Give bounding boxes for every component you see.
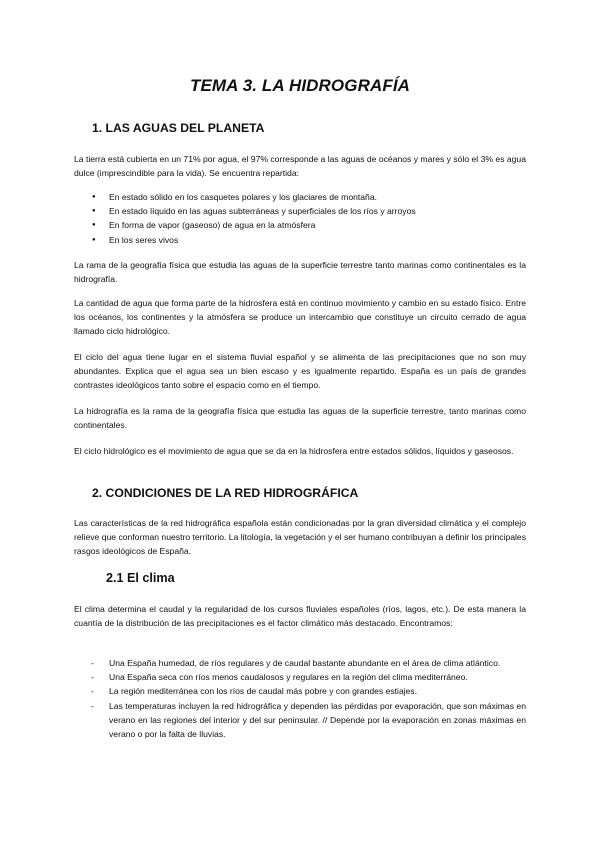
list-item: ● En estado sólido en los casquetes polares y los glaciares de montaña.: [74, 190, 526, 204]
page-title: TEMA 3. LA HIDROGRAFÍA: [189, 76, 411, 95]
list-item: ● En estado líquido en las aguas subterráneas y superficiales de los ríos y arroyos: [74, 204, 526, 218]
section-heading-condiciones: 2. CONDICIONES DE LA RED HIDROGRÁFICA: [92, 486, 359, 500]
list-item: - Una España humedad, de ríos regulares y de caudal bastante abundante en el área de clima atlántico.: [74, 656, 526, 670]
list-item: ● En los seres vivos: [74, 233, 526, 247]
dash-list: [74, 656, 526, 741]
paragraph-intro: La tierra está cubierta en un 71% por agua, el 97% corresponde a las aguas de océanos y mares y sólo el 3% es agua dulce (imprescindible para la vida). Se encuentra repartida:: [74, 154, 526, 179]
paragraph: El clima determina el caudal y la regularidad de los cursos fluviales españoles (ríos, lagos, etc.). De esta manera la cuantía de la distribución de las precipitaciones es el factor climático más destacado. Encontramos:: [74, 604, 526, 629]
paragraph: Las características de la red hidrográfica española están condicionadas por la gran diversidad climática y el complejo relieve que conforman nuestro territorio. La litología, la vegetación y el ser humano contribuyan a definir los principales rasgos ideológicos de España.: [74, 518, 526, 557]
list-item: ● En forma de vapor (gaseoso) de agua en la atmósfera: [74, 218, 526, 232]
paragraph: La hidrografía es la rama de la geografía física que estudia las aguas de la superficie terrestre, tanto marinas como continentales.: [74, 406, 526, 431]
paragraph: El ciclo del agua tiene lugar en el sistema fluvial español y se alimenta de las precipitaciones que no son muy abundantes. Explica que el agua sea un bien escaso y es igualmente repartido. España es un país de grandes contrastes ideológicos tanto sobre el espacio como en el tiempo.: [74, 352, 526, 391]
list-item: - Una España seca con ríos menos caudalosos y regulares en la región del clima mediterráneo.: [74, 670, 526, 684]
section-heading-aguas: 1. LAS AGUAS DEL PLANETA: [92, 121, 265, 135]
bullet-list: [74, 190, 526, 247]
paragraph: La rama de la geografía física que estudia las aguas de la superficie terrestre tanto marinas como continentales es la hidrografía.: [74, 260, 526, 285]
subsection-heading-clima: 2.1 El clima: [106, 571, 175, 585]
paragraph: El ciclo hidrológico es el movimiento de agua que se da en la hidrosfera entre estados sólidos, líquidos y gaseosos.: [74, 446, 514, 456]
list-item: - La región mediterránea con los ríos de caudal más pobre y con grandes estiajes.: [74, 684, 526, 698]
list-item: - Las temperaturas incluyen la red hidrográfica y dependen las pérdidas por evaporación, que son máximas en verano en las regiones del interior y del sur peninsular. // Depende por la evaporación en zonas máximas en verano o por la falta de lluvias.: [74, 699, 526, 742]
paragraph: La cantidad de agua que forma parte de la hidrosfera está en continuo movimiento y cambio en su estado físico. Entre los océanos, los continentes y la atmósfera se produce un intercambio que constituye un circuito cerrado de agua llamado ciclo hidrológico.: [74, 298, 526, 337]
